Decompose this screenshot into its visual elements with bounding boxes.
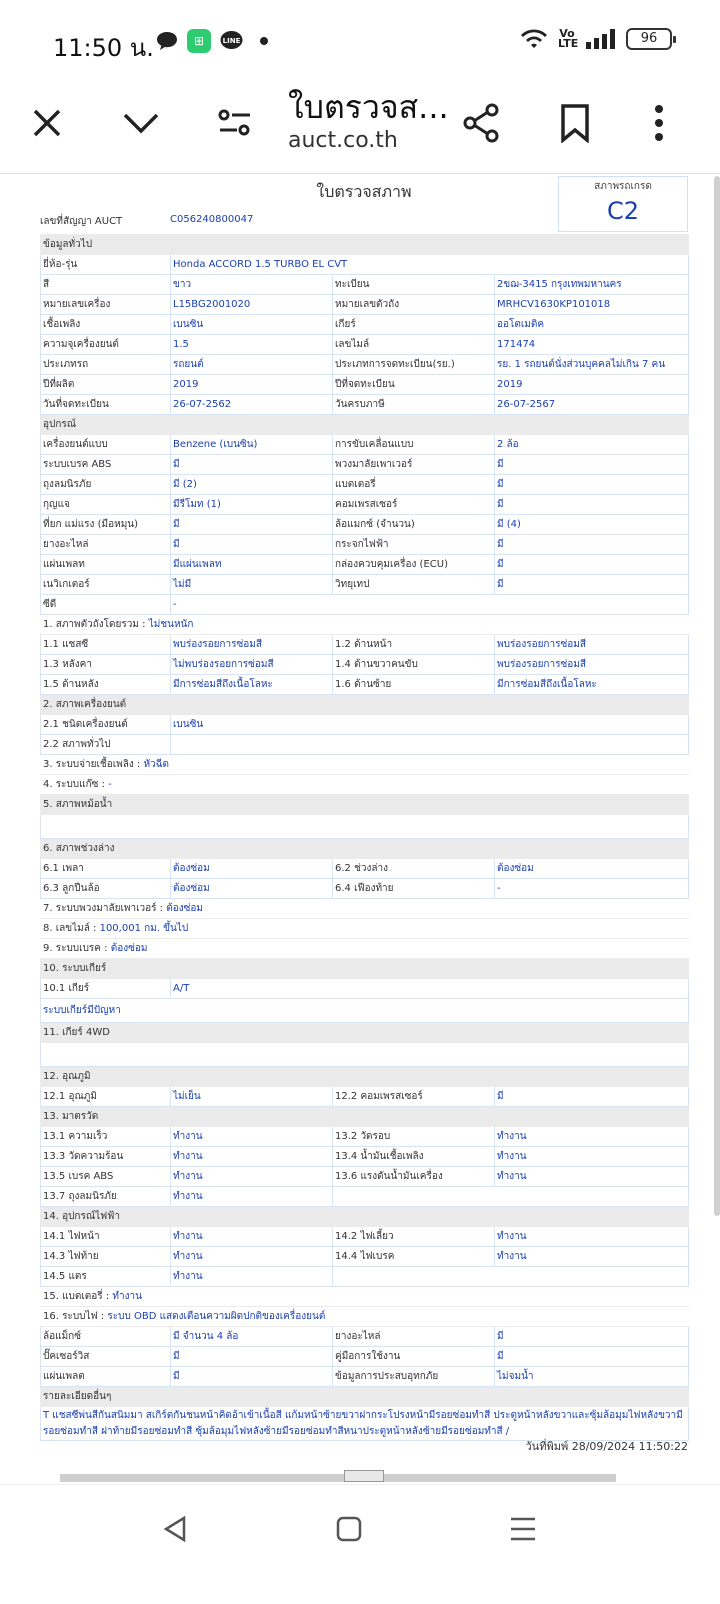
page-title: ใบตรวจส... xyxy=(288,88,449,126)
table-row xyxy=(41,475,689,495)
table-row xyxy=(41,1187,689,1207)
field-value: พบร่องรอยการซ่อมสี xyxy=(495,635,689,655)
field-value: Honda ACCORD 1.5 TURBO EL CVT xyxy=(171,255,689,275)
field-label: กล่องควบคุมเครื่อง (ECU) xyxy=(333,555,495,575)
field-label: 6.1 เพลา xyxy=(41,859,171,879)
field-value: - xyxy=(495,879,689,899)
home-button[interactable] xyxy=(324,1509,374,1549)
field-value: มีรีโมท (1) xyxy=(171,495,333,515)
field-label: แผ่นเพลท xyxy=(41,555,171,575)
bookmark-button[interactable] xyxy=(548,96,602,150)
field-label: 2.1 ชนิดเครื่องยนต์ xyxy=(41,715,171,735)
field-label: เกียร์ xyxy=(333,315,495,335)
clock: 11:50 น. xyxy=(53,34,154,62)
field-value: ทำงาน xyxy=(171,1147,333,1167)
field-value: L15BG2001020 xyxy=(171,295,333,315)
field-label: 2.2 สภาพทั่วไป xyxy=(41,735,171,755)
contract-number: C056240800047 xyxy=(170,214,254,225)
details-row xyxy=(41,1407,689,1441)
field-value: มี xyxy=(495,575,689,595)
field-label: ยางอะไหล่ xyxy=(333,1327,495,1347)
field-label: 12.2 คอมเพรสเซอร์ xyxy=(333,1087,495,1107)
field-value: 26-07-2567 xyxy=(495,395,689,415)
field-label: 14.4 ไฟเบรค xyxy=(333,1247,495,1267)
general-info-heading xyxy=(41,235,689,255)
notification-icons xyxy=(155,29,268,53)
field-value: - xyxy=(171,595,689,615)
field-value: 2ขฌ-3415 กรุงเทพมหานคร xyxy=(495,275,689,295)
field-label: วันที่จดทะเบียน xyxy=(41,395,171,415)
section-label: 7. ระบบพวงมาลัยเพาเวอร์ : xyxy=(43,903,167,914)
more-notifications-dot xyxy=(260,37,268,45)
section-value: ต้องซ่อม xyxy=(110,943,148,954)
recents-button[interactable] xyxy=(498,1509,548,1549)
field-value: ทำงาน xyxy=(171,1247,333,1267)
section-heading: 5. สภาพหม้อน้ำ xyxy=(41,795,689,815)
table-row xyxy=(41,455,689,475)
section-value: หัวฉีด xyxy=(143,759,169,770)
field-value: มี xyxy=(495,1327,689,1347)
contract-label: เลขที่สัญญา AUCT xyxy=(40,216,123,227)
field-value: มี xyxy=(171,455,333,475)
field-value: มี xyxy=(171,515,333,535)
field-label: 13.1 ความเร็ว xyxy=(41,1127,171,1147)
field-label: 1.2 ด้านหน้า xyxy=(333,635,495,655)
volte-icon: Vo LTE xyxy=(558,27,579,50)
field-label: คู่มือการใช้งาน xyxy=(333,1347,495,1367)
field-value: ทำงาน xyxy=(171,1267,333,1287)
field-label: 6.3 ลูกปืนล้อ xyxy=(41,879,171,899)
field-label: ถุงลมนิรภัย xyxy=(41,475,171,495)
section-label: 9. ระบบเบรค : xyxy=(43,943,111,954)
field-label: การขับเคลื่อนแบบ xyxy=(333,435,495,455)
field-value: มี xyxy=(171,535,333,555)
field-label: 6.2 ช่วงล่าง xyxy=(333,859,495,879)
table-row xyxy=(41,735,689,755)
field-label: 12.1 อุณภูมิ xyxy=(41,1087,171,1107)
field-value: 2019 xyxy=(495,375,689,395)
back-button[interactable] xyxy=(150,1509,200,1549)
suspension-heading xyxy=(41,839,689,859)
table-row xyxy=(41,375,689,395)
bookmark-icon xyxy=(560,103,590,143)
table-row xyxy=(41,515,689,535)
document-header xyxy=(40,176,688,234)
section-heading: 6. สภาพช่วงล่าง xyxy=(41,839,689,859)
field-value: A/T xyxy=(171,979,689,999)
field-value: ไม่เย็น xyxy=(171,1087,333,1107)
field-label: ล้อแมกซ์ (จำนวน) xyxy=(333,515,495,535)
field-label: สี xyxy=(41,275,171,295)
field-value: 2019 xyxy=(171,375,333,395)
field-label: 14.3 ไฟท้าย xyxy=(41,1247,171,1267)
field-value: มี xyxy=(495,495,689,515)
field-value: ทำงาน xyxy=(495,1147,689,1167)
app-notification-icon: ⊞ xyxy=(187,29,211,53)
field-value: 26-07-2562 xyxy=(171,395,333,415)
field-value: มี xyxy=(495,475,689,495)
section-value: ทำงาน xyxy=(112,1291,142,1302)
field-label: 14.1 ไฟหน้า xyxy=(41,1227,171,1247)
field-label: กุญแจ xyxy=(41,495,171,515)
field-value: มี (2) xyxy=(171,475,333,495)
table-row xyxy=(41,1327,689,1347)
radiator-heading xyxy=(41,795,689,815)
field-value: พบร่องรอยการซ่อมสี xyxy=(495,655,689,675)
radiator-blank-row xyxy=(41,815,689,839)
field-value: ต้องซ่อม xyxy=(171,859,333,879)
mileage-heading xyxy=(41,919,689,939)
field-value: ต้องซ่อม xyxy=(495,859,689,879)
section-heading: 14. อุปกรณ์ไฟฟ้า xyxy=(41,1207,689,1227)
field-label: ข้อมูลการประสบอุทกภัย xyxy=(333,1367,495,1387)
field-label: 13.6 แรงดันน้ำมันเครื่อง xyxy=(333,1167,495,1187)
table-row xyxy=(41,335,689,355)
field-value: มี xyxy=(171,1367,333,1387)
empty-cell xyxy=(41,815,689,839)
field-label: 14.5 แตร xyxy=(41,1267,171,1287)
table-row xyxy=(41,435,689,455)
field-value: Benzene (เบนซิน) xyxy=(171,435,333,455)
equipment-heading xyxy=(41,415,689,435)
field-value: มี xyxy=(171,1347,333,1367)
field-label: 13.7 ถุงลมนิรภัย xyxy=(41,1187,171,1207)
field-label: ปั๊คเซอร์วิส xyxy=(41,1347,171,1367)
document-title: ใบตรวจสภาพ xyxy=(316,182,412,201)
field-label: หมายเลขตัวถัง xyxy=(333,295,495,315)
brake-heading xyxy=(41,939,689,959)
field-value xyxy=(171,735,689,755)
field-label: ปีที่จดทะเบียน xyxy=(333,375,495,395)
table-row xyxy=(41,495,689,515)
inspection-table xyxy=(40,234,689,1441)
field-label: คอมเพรสเซอร์ xyxy=(333,495,495,515)
table-row xyxy=(41,1247,689,1267)
field-label: 1.3 หลังคา xyxy=(41,655,171,675)
table-row xyxy=(41,675,689,695)
gauge-heading xyxy=(41,1107,689,1127)
field-label: 13.5 เบรค ABS xyxy=(41,1167,171,1187)
printed-date: วันที่พิมพ์ 28/09/2024 11:50:22 xyxy=(525,1440,688,1453)
field-value: MRHCV1630KP101018 xyxy=(495,295,689,315)
table-row xyxy=(41,1227,689,1247)
horizontal-scrollbar[interactable] xyxy=(60,1474,616,1482)
field-value: เบนซิน xyxy=(171,315,333,335)
field-label: 1.6 ด้านซ้าย xyxy=(333,675,495,695)
field-value: ทำงาน xyxy=(495,1227,689,1247)
section-heading xyxy=(41,755,689,775)
field-value: 1.5 xyxy=(171,335,333,355)
field-label: 13.3 วัดความร้อน xyxy=(41,1147,171,1167)
section-value: 100,001 กม. ขึ้นไป xyxy=(99,923,189,934)
field-value: ทำงาน xyxy=(171,1167,333,1187)
section-heading: 11. เกียร์ 4WD xyxy=(41,1023,689,1043)
table-row xyxy=(41,315,689,335)
share-button[interactable] xyxy=(454,96,508,150)
horizontal-scroll-thumb[interactable] xyxy=(344,1470,384,1482)
close-tab-button[interactable] xyxy=(20,96,74,150)
section-heading: 10. ระบบเกียร์ xyxy=(41,959,689,979)
field-label: ยางอะไหล่ xyxy=(41,535,171,555)
tune-icon xyxy=(218,108,252,138)
table-row xyxy=(41,595,689,615)
field-value: ออโตเมติค xyxy=(495,315,689,335)
field-label: ปีที่ผลิต xyxy=(41,375,171,395)
field-label: เลขไมล์ xyxy=(333,335,495,355)
field-label: ทะเบียน xyxy=(333,275,495,295)
field-label: 1.1 แชสซี xyxy=(41,635,171,655)
section-heading xyxy=(41,615,689,635)
home-icon xyxy=(336,1516,362,1542)
field-label: หมายเลขเครื่อง xyxy=(41,295,171,315)
field-label: 14.2 ไฟเลี้ยว xyxy=(333,1227,495,1247)
table-row xyxy=(41,1267,689,1287)
field-label: กระจกไฟฟ้า xyxy=(333,535,495,555)
section-heading xyxy=(41,899,689,919)
field-label: เชื้อเพลิง xyxy=(41,315,171,335)
field-value: ขาว xyxy=(171,275,333,295)
field-label: ประเภทรถ xyxy=(41,355,171,375)
field-value: รย. 1 รถยนต์นั่งส่วนบุคคลไม่เกิน 7 คน xyxy=(495,355,689,375)
table-row xyxy=(41,655,689,675)
field-value: ทำงาน xyxy=(495,1127,689,1147)
field-value: รถยนต์ xyxy=(171,355,333,375)
more-vert-icon xyxy=(654,103,664,143)
battery-heading xyxy=(41,1287,689,1307)
field-label: 1.4 ด้านขวาคนขับ xyxy=(333,655,495,675)
section-label: 8. เลขไมล์ : xyxy=(43,923,100,934)
section-value: ต้องซ่อม xyxy=(166,903,203,914)
table-row xyxy=(41,255,689,275)
field-label: 1.5 ด้านหลัง xyxy=(41,675,171,695)
field-value: มีแผ่นเพลท xyxy=(171,555,333,575)
electrical-system-heading xyxy=(41,1307,689,1327)
back-icon xyxy=(162,1515,188,1543)
section-label: 15. แบตเตอรี่ : xyxy=(43,1291,113,1302)
signal-icon xyxy=(586,29,616,49)
field-value: 2 ล้อ xyxy=(495,435,689,455)
field-value: มีการซ่อมสีถึงเนื้อโลหะ xyxy=(171,675,333,695)
table-row xyxy=(41,295,689,315)
field-value: ไม่มี xyxy=(171,575,333,595)
field-value: ไม่พบร่องรอยการซ่อมสี xyxy=(171,655,333,675)
field-label: ประเภทการจดทะเบียน(รย.) xyxy=(333,355,495,375)
field-value: ทำงาน xyxy=(495,1167,689,1187)
section-value: ไม่ชนหนัก xyxy=(148,619,194,630)
section-heading: 13. มาตรวัด xyxy=(41,1107,689,1127)
details-heading xyxy=(41,1387,689,1407)
vertical-scrollbar[interactable] xyxy=(714,176,720,1216)
field-value: 171474 xyxy=(495,335,689,355)
gas-system-heading xyxy=(41,775,689,795)
system-status-icons xyxy=(520,28,672,50)
section-heading: 2. สภาพเครื่องยนต์ xyxy=(41,695,689,715)
field-label: 13.2 วัดรอบ xyxy=(333,1127,495,1147)
section-heading: รายละเอียดอื่นๆ xyxy=(41,1387,689,1407)
table-row xyxy=(41,535,689,555)
field-label: 13.4 น้ำมันเชื้อเพลิง xyxy=(333,1147,495,1167)
section-value: - xyxy=(108,779,112,790)
table-row xyxy=(41,1167,689,1187)
chat-icon xyxy=(155,30,179,52)
table-row xyxy=(41,635,689,655)
table-row xyxy=(41,715,689,735)
gear-heading xyxy=(41,959,689,979)
wifi-icon xyxy=(520,28,548,50)
inspection-document xyxy=(40,176,688,1441)
table-row xyxy=(41,859,689,879)
fuel-system-heading xyxy=(41,755,689,775)
field-value: มี (4) xyxy=(495,515,689,535)
table-row xyxy=(41,1087,689,1107)
field-value: ทำงาน xyxy=(171,1227,333,1247)
field-value: ระบบเกียร์มีปัญหา xyxy=(41,999,689,1023)
field-label: ความจุเครื่องยนต์ xyxy=(41,335,171,355)
field-value: เบนซิน xyxy=(171,715,689,735)
4wd-heading xyxy=(41,1023,689,1043)
section-heading xyxy=(41,939,689,959)
section-label: 3. ระบบจ่ายเชื้อเพลิง : xyxy=(43,759,144,770)
field-label: 6.4 เฟืองท้าย xyxy=(333,879,495,899)
4wd-blank-row xyxy=(41,1043,689,1067)
close-icon xyxy=(30,106,64,140)
section-label: 4. ระบบแก๊ซ : xyxy=(43,779,109,790)
grade-box xyxy=(558,176,688,232)
field-value: ทำงาน xyxy=(171,1127,333,1147)
browser-toolbar xyxy=(0,82,720,174)
table-row xyxy=(41,395,689,415)
field-value: มี xyxy=(495,1087,689,1107)
field-value: มี จำนวน 4 ล้อ xyxy=(171,1327,333,1347)
more-options-button[interactable] xyxy=(632,96,686,150)
table-row xyxy=(41,275,689,295)
section-heading xyxy=(41,1287,689,1307)
chevron-down-icon xyxy=(121,111,161,135)
engine-heading xyxy=(41,695,689,715)
field-value: ทำงาน xyxy=(171,1187,333,1207)
electrical-heading xyxy=(41,1207,689,1227)
field-value: มีการซ่อมสีถึงเนื้อโลหะ xyxy=(495,675,689,695)
grade-value: C2 xyxy=(606,197,640,225)
section-heading xyxy=(41,919,689,939)
field-label: ระบบเบรค ABS xyxy=(41,455,171,475)
section-heading xyxy=(41,775,689,795)
empty-cell xyxy=(41,1043,689,1067)
section-heading: ข้อมูลทั่วไป xyxy=(41,235,689,255)
section-label: 1. สภาพตัวถังโดยรวม : xyxy=(43,619,149,630)
recents-icon xyxy=(510,1516,536,1542)
field-label: ยี่ห้อ-รุ่น xyxy=(41,255,171,275)
minimize-button[interactable] xyxy=(114,96,168,150)
field-value: มี xyxy=(495,455,689,475)
table-row xyxy=(41,1367,689,1387)
section-label: 16. ระบบไฟ : xyxy=(43,1311,108,1322)
field-label: พวงมาลัยเพาเวอร์ xyxy=(333,455,495,475)
body-condition-heading xyxy=(41,615,689,635)
field-value: มี xyxy=(495,535,689,555)
grade-label: สภาพรถเกรด xyxy=(594,181,652,192)
empty-cell xyxy=(333,1267,689,1287)
share-icon xyxy=(462,103,500,143)
section-heading: 12. อุณภูมิ xyxy=(41,1067,689,1087)
field-label: เนวิเกเตอร์ xyxy=(41,575,171,595)
table-row xyxy=(41,1147,689,1167)
field-label: วิทยุเทป xyxy=(333,575,495,595)
field-label: 10.1 เกียร์ xyxy=(41,979,171,999)
field-value: พบร่องรอยการซ่อมสี xyxy=(171,635,333,655)
field-value: ต้องซ่อม xyxy=(171,879,333,899)
battery-indicator: 96 xyxy=(626,28,672,50)
field-label: ที่ยก แม่แรง (มือหมุน) xyxy=(41,515,171,535)
line-app-icon xyxy=(219,30,244,52)
field-label: แบตเตอรี่ xyxy=(333,475,495,495)
table-row xyxy=(41,355,689,375)
gear-problem-row xyxy=(41,999,689,1023)
field-label: ล้อแม็กซ์ xyxy=(41,1327,171,1347)
section-value: ระบบ OBD แสดงเตือนความผิดปกติของเครื่องยนต์ xyxy=(107,1311,326,1322)
power-steering-heading xyxy=(41,899,689,919)
system-navigation-bar xyxy=(0,1484,720,1604)
page-url[interactable]: auct.co.th xyxy=(288,128,398,153)
site-settings-button[interactable] xyxy=(208,96,262,150)
field-value: มี xyxy=(495,555,689,575)
section-heading: อุปกรณ์ xyxy=(41,415,689,435)
field-label: แผ่นเพลต xyxy=(41,1367,171,1387)
field-label: วันครบภาษี xyxy=(333,395,495,415)
table-row xyxy=(41,1127,689,1147)
details-text: T แชสซีพ่นสีกันสนิมมา สเกิร์ตกันชนหน้าคิดอ้าเข้าเนื้อสี แก้มหน้าซ้ายขวาฝากระโปรงหน้ามีรอยซ่อมทำสี ประตูหน้าหลังขวาและซุ้มล้อมุมไฟหลังขวามีรอยซ่อมทำสี ฝาท้ายมีรอยซ่อมทำสี ซุ้มล้อมุมไฟหลังซ้ายมีรอยซ่อมทำสีหนาประตูหน้าหลังซ้ายมีรอยซ่อมทำสี / xyxy=(41,1407,689,1441)
table-row xyxy=(41,879,689,899)
field-label: ซีดี xyxy=(41,595,171,615)
field-value: ทำงาน xyxy=(495,1247,689,1267)
field-value: ไม่จมน้ำ xyxy=(495,1367,689,1387)
table-row xyxy=(41,575,689,595)
svg-text:LINE: LINE xyxy=(222,37,241,45)
status-bar xyxy=(0,0,720,82)
field-value: มี xyxy=(495,1347,689,1367)
section-heading xyxy=(41,1307,689,1327)
table-row xyxy=(41,1347,689,1367)
table-row xyxy=(41,555,689,575)
temperature-heading xyxy=(41,1067,689,1087)
table-row xyxy=(41,979,689,999)
empty-cell xyxy=(333,1187,689,1207)
field-label: เครื่องยนต์แบบ xyxy=(41,435,171,455)
